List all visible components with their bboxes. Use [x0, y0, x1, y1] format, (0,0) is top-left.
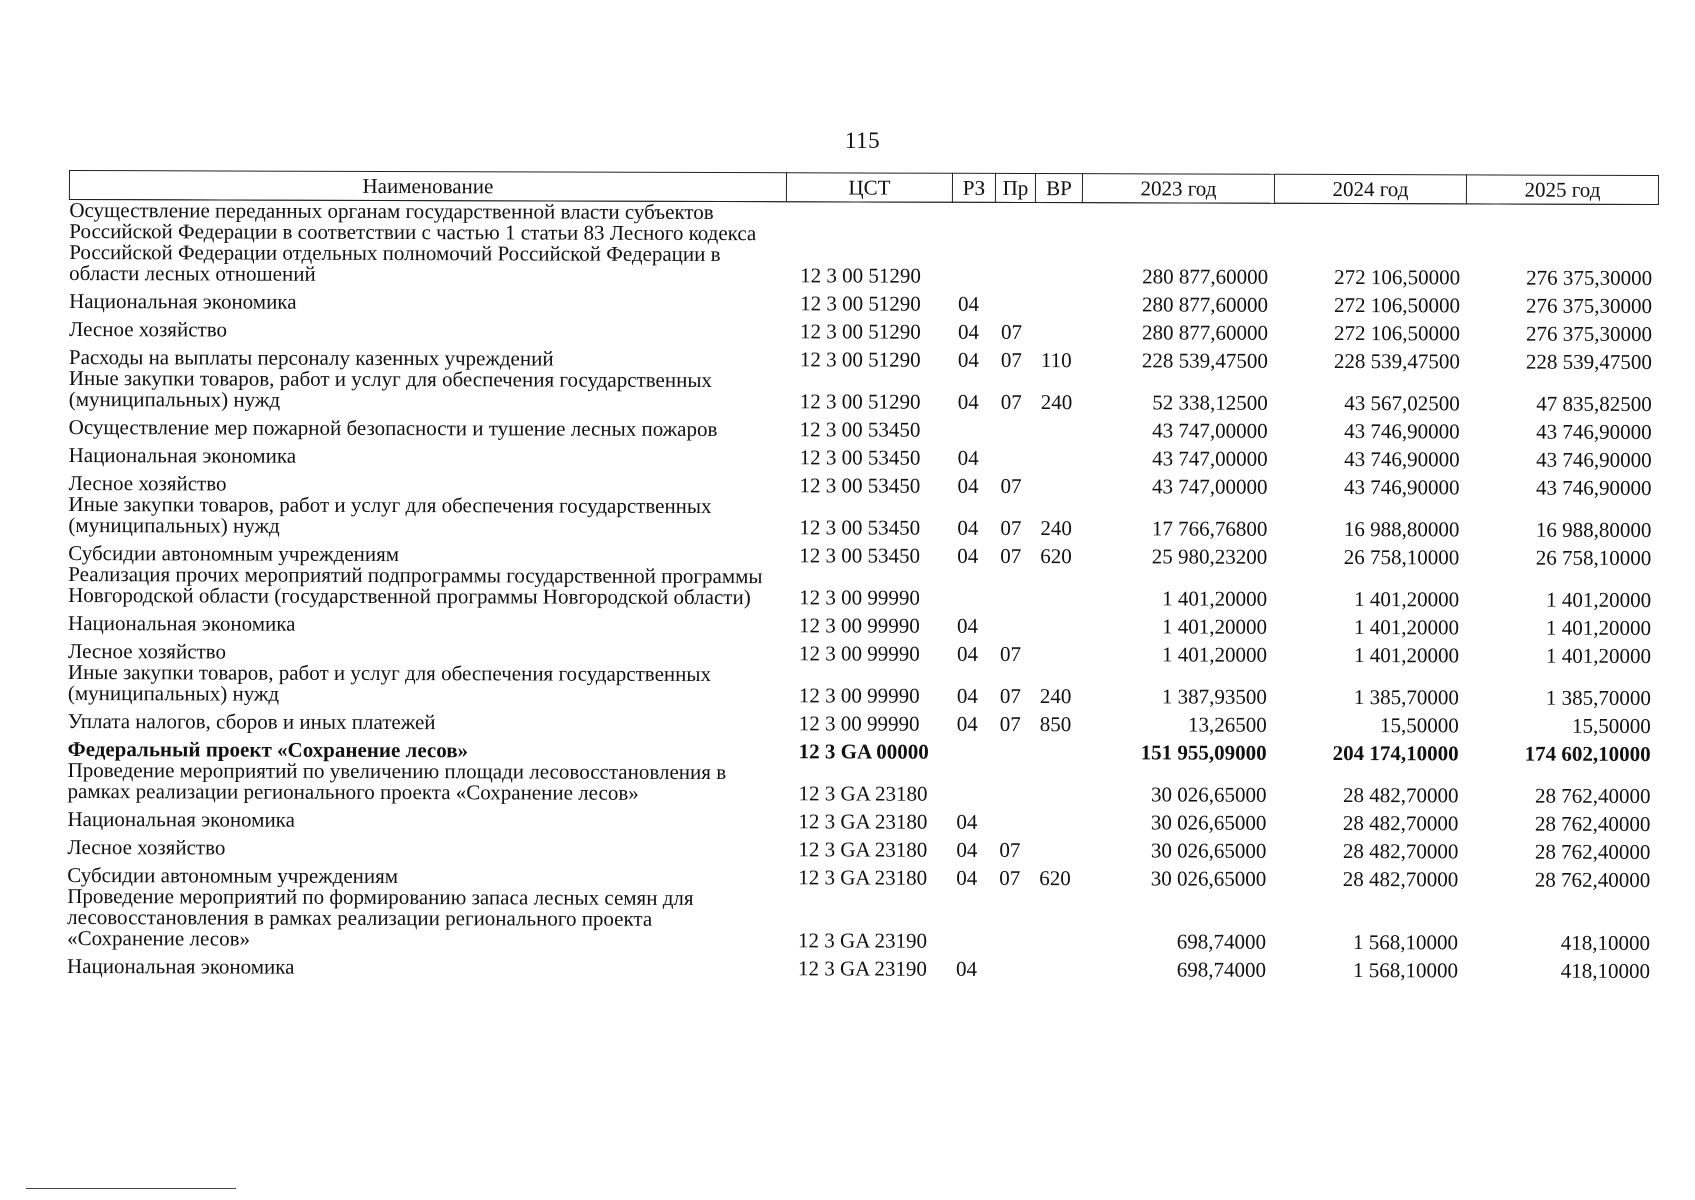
- cell-pr: 07: [999, 711, 1021, 736]
- cell-vr: [1034, 763, 1081, 805]
- cell-pr: 07: [1000, 389, 1022, 414]
- cell-2023: 43 747,00000: [1152, 446, 1268, 471]
- cell-cst: 12 3 00 99990: [798, 641, 920, 666]
- cell-2024: 16 988,80000: [1343, 517, 1460, 542]
- cell-2025: 276 375,30000: [1526, 293, 1653, 318]
- cell-cst: 12 3 GA 00000: [798, 739, 929, 764]
- cell-vr: [1035, 203, 1082, 288]
- cell-pr: 07: [1000, 515, 1022, 540]
- cell-2023: 13,26500: [1187, 712, 1267, 737]
- cell-cst: 12 3 GA 23190: [798, 928, 928, 953]
- cell-name: Национальная экономика: [69, 289, 297, 314]
- table-row: [68, 662, 1657, 709]
- cell-vr: [1033, 952, 1080, 980]
- header-name: Наименование: [69, 171, 786, 202]
- cell-rz: [951, 567, 994, 609]
- cell-2025: 1 401,20000: [1546, 615, 1652, 640]
- cell-pr: [993, 952, 1033, 980]
- cell-2025: 418,10000: [1560, 958, 1651, 983]
- cell-2025: 174 602,10000: [1524, 741, 1651, 766]
- cell-2023: 1 401,20000: [1162, 614, 1268, 639]
- cell-cst: 12 3 GA 23180: [798, 865, 928, 890]
- cell-rz: 04: [956, 837, 978, 862]
- cell-cst: 12 3 00 99990: [798, 683, 920, 708]
- cell-vr: [1035, 441, 1082, 469]
- table-row: [69, 368, 1658, 415]
- cell-rz: 04: [955, 956, 978, 981]
- cell-2024: 43 567,02500: [1344, 391, 1460, 416]
- cell-rz: [950, 889, 993, 952]
- cell-vr: 620: [1039, 866, 1071, 891]
- cell-2025: 418,10000: [1560, 930, 1651, 955]
- cell-name: Иные закупки товаров, работ и услуг для обеспечения государственных (муниципальных) нужд: [67, 659, 712, 706]
- header-pr: Пр: [995, 173, 1035, 202]
- cell-2024: 15,50000: [1379, 713, 1459, 738]
- cell-vr: 240: [1039, 684, 1072, 709]
- cell-2023: 698,74000: [1176, 929, 1267, 954]
- cell-2024: 28 482,70000: [1343, 783, 1459, 808]
- cell-2023: 43 747,00000: [1151, 474, 1268, 499]
- cell-pr: 07: [999, 865, 1021, 890]
- cell-2024: 1 568,10000: [1352, 958, 1459, 983]
- cell-cst: 12 3 00 51290: [799, 319, 921, 344]
- cell-2025: 1 401,20000: [1546, 587, 1652, 612]
- cell-name: Национальная экономика: [68, 443, 297, 468]
- cell-vr: [1033, 889, 1080, 952]
- cell-rz: [951, 763, 994, 805]
- cell-2024: 272 106,50000: [1333, 320, 1461, 346]
- cell-name: Иные закупки товаров, работ и услуг для обеспечения государственных (муниципальных) нужд: [68, 491, 712, 538]
- cell-2023: 1 401,20000: [1162, 586, 1268, 611]
- budget-table: [66, 170, 1659, 982]
- header-cst: ЦСТ: [786, 173, 952, 203]
- cell-2025: 47 835,82500: [1536, 391, 1652, 416]
- cell-pr: 07: [999, 837, 1021, 862]
- cell-name: Осуществление мер пожарной безопасности и тушение лесных пожаров: [68, 415, 718, 442]
- cell-pr: 07: [1000, 319, 1023, 344]
- cell-pr: [994, 567, 1034, 609]
- table-body: [67, 200, 1658, 982]
- cell-vr: 110: [1040, 348, 1072, 373]
- cell-cst: 12 3 00 53450: [799, 473, 921, 498]
- cell-pr: 07: [999, 641, 1022, 666]
- cell-rz: 04: [957, 389, 979, 414]
- cell-name: Субсидии автономным учреждениям: [68, 540, 400, 567]
- cell-pr: 07: [1000, 473, 1022, 498]
- cell-2024: 1 401,20000: [1354, 587, 1460, 612]
- header-vr: ВР: [1035, 174, 1082, 203]
- cell-rz: 04: [957, 613, 979, 638]
- cell-rz: 04: [956, 641, 979, 666]
- cell-2023: 280 877,60000: [1142, 292, 1269, 317]
- cell-pr: [994, 735, 1034, 763]
- cell-name: Лесное хозяйство: [68, 471, 227, 496]
- cell-name: Уплата налогов, сборов и иных платежей: [67, 708, 436, 735]
- cell-2023: 25 980,23200: [1151, 544, 1268, 569]
- cell-cst: 12 3 GA 23180: [798, 837, 928, 862]
- cell-2025: 43 746,90000: [1536, 447, 1652, 472]
- header-2023: 2023 год: [1082, 174, 1274, 204]
- cell-pr: [993, 805, 1033, 833]
- cell-name: Иные закупки товаров, работ и услуг для обеспечения государственных (муниципальных) нужд: [68, 366, 712, 412]
- cell-cst: 12 3 00 51290: [800, 263, 921, 288]
- cell-name: Проведение мероприятий по формированию запаса лесных семян для лесовосстановления в рамках реализации регионального проекта «Сохранение лесов»: [67, 883, 694, 951]
- cell-2024: 272 106,50000: [1334, 264, 1461, 290]
- cell-2023: 30 026,65000: [1150, 810, 1267, 835]
- cell-cst: 12 3 00 51290: [799, 389, 921, 414]
- cell-pr: [995, 202, 1035, 287]
- cell-2023: 30 026,65000: [1150, 838, 1267, 863]
- cell-2023: 43 747,00000: [1152, 418, 1268, 443]
- cell-name: Лесное хозяйство: [68, 317, 228, 342]
- cell-rz: 04: [956, 683, 978, 708]
- table-row: [68, 760, 1657, 807]
- cell-rz: 04: [957, 543, 979, 568]
- cell-cst: 12 3 00 99990: [799, 585, 920, 610]
- cell-rz: 04: [958, 291, 980, 316]
- cell-name: Лесное хозяйство: [67, 834, 226, 860]
- cell-2023: 698,74000: [1176, 957, 1267, 982]
- cell-pr: 07: [1000, 543, 1022, 568]
- cell-vr: [1035, 413, 1082, 441]
- cell-2025: 16 988,80000: [1535, 517, 1652, 542]
- cell-rz: [952, 413, 995, 441]
- cell-2025: 28 762,40000: [1535, 783, 1651, 808]
- cell-2023: 280 877,60000: [1141, 320, 1269, 345]
- cell-pr: [994, 763, 1034, 805]
- header-rz: РЗ: [952, 173, 995, 202]
- cell-cst: 12 3 GA 23180: [798, 781, 928, 806]
- cell-cst: 12 3 00 99990: [799, 613, 920, 638]
- cell-vr: 240: [1040, 516, 1072, 541]
- cell-2025: 43 746,90000: [1536, 419, 1652, 444]
- cell-2025: 15,50000: [1571, 713, 1651, 738]
- cell-2024: 43 746,90000: [1344, 419, 1460, 444]
- cell-name: Лесное хозяйство: [67, 638, 227, 664]
- table-row: [68, 564, 1657, 611]
- header-2024: 2024 год: [1274, 174, 1466, 204]
- cell-pr: [995, 413, 1035, 441]
- cell-2023: 52 338,12500: [1152, 390, 1268, 415]
- header-2025: 2025 год: [1466, 175, 1658, 205]
- cell-cst: 12 3 00 53450: [799, 445, 921, 470]
- cell-2023: 228 539,47500: [1141, 348, 1268, 373]
- cell-rz: 04: [957, 515, 979, 540]
- table-row: [68, 494, 1657, 541]
- cell-vr: [1034, 637, 1081, 665]
- cell-2024: 26 758,10000: [1343, 545, 1460, 570]
- cell-2023: 30 026,65000: [1151, 782, 1267, 807]
- cell-2025: 28 762,40000: [1534, 839, 1651, 864]
- cell-2025: 1 401,20000: [1545, 643, 1652, 668]
- cell-2024: 28 482,70000: [1342, 811, 1459, 836]
- table-row: [69, 200, 1658, 289]
- cell-vr: [1033, 805, 1080, 833]
- cell-rz: [952, 202, 995, 287]
- cell-vr: [1034, 469, 1081, 497]
- cell-name: Национальная экономика: [67, 806, 295, 832]
- cell-2025: 1 385,70000: [1545, 685, 1651, 710]
- cell-name: Реализация прочих мероприятий подпрограммы государственной программы Новгородской области (государственной программы Новгородской области): [68, 561, 763, 610]
- cell-2024: 1 401,20000: [1354, 615, 1460, 640]
- footnote-divider: [26, 1188, 236, 1189]
- cell-vr: 620: [1040, 544, 1072, 569]
- cell-rz: 04: [956, 809, 978, 834]
- cell-vr: [1033, 833, 1080, 861]
- cell-2024: 1 568,10000: [1353, 930, 1459, 955]
- cell-2023: 30 026,65000: [1150, 866, 1267, 891]
- cell-pr: [993, 889, 1033, 952]
- cell-cst: 12 3 00 53450: [799, 417, 921, 442]
- cell-name: Субсидии автономным учреждениям: [67, 862, 399, 889]
- cell-2025: 228 539,47500: [1525, 349, 1652, 374]
- cell-2025: 26 758,10000: [1535, 545, 1652, 570]
- page-number: 115: [844, 128, 881, 153]
- cell-pr: 07: [999, 683, 1021, 708]
- cell-vr: [1034, 567, 1081, 609]
- cell-2025: 28 762,40000: [1534, 811, 1651, 836]
- cell-rz: 04: [957, 445, 979, 470]
- cell-2024: 1 385,70000: [1353, 685, 1459, 710]
- cell-rz: 04: [956, 865, 978, 890]
- cell-rz: 04: [957, 347, 979, 372]
- cell-rz: 04: [957, 319, 980, 344]
- cell-name: Проведение мероприятий по увеличению площади лесовосстановления в рамках реализации регионального проекта «Сохранение лесов»: [67, 757, 727, 805]
- cell-vr: [1034, 735, 1081, 763]
- cell-2024: 28 482,70000: [1342, 867, 1459, 892]
- cell-name: Расходы на выплаты персоналу казенных учреждений: [68, 345, 554, 371]
- cell-2024: 43 746,90000: [1343, 475, 1460, 500]
- cell-2024: 228 539,47500: [1333, 348, 1460, 374]
- cell-cst: 12 3 00 51290: [800, 291, 921, 316]
- cell-2024: 272 106,50000: [1334, 292, 1461, 318]
- cell-2023: 1 401,20000: [1161, 642, 1268, 667]
- cell-2023: 17 766,76800: [1151, 516, 1268, 541]
- cell-rz: 04: [956, 711, 978, 736]
- cell-2024: 204 174,10000: [1332, 740, 1459, 766]
- cell-2025: 276 375,30000: [1525, 321, 1653, 346]
- cell-2025: 276 375,30000: [1526, 265, 1653, 290]
- cell-vr: [1034, 609, 1081, 637]
- cell-rz: 04: [957, 473, 979, 498]
- cell-vr: [1035, 287, 1082, 315]
- cell-2024: 28 482,70000: [1342, 839, 1459, 864]
- cell-rz: [951, 735, 994, 763]
- cell-2023: 1 387,93500: [1161, 684, 1267, 709]
- cell-2023: 151 955,09000: [1140, 740, 1267, 765]
- cell-vr: 850: [1039, 712, 1072, 737]
- cell-pr: 07: [1000, 347, 1022, 372]
- cell-cst: 12 3 GA 23190: [797, 956, 927, 981]
- cell-name: Национальная экономика: [68, 610, 296, 636]
- cell-cst: 12 3 GA 23180: [798, 809, 928, 834]
- cell-2025: 28 762,40000: [1534, 867, 1651, 892]
- cell-cst: 12 3 00 51290: [799, 347, 921, 372]
- cell-vr: 240: [1040, 390, 1073, 415]
- cell-2024: 43 746,90000: [1344, 447, 1460, 472]
- cell-name: Осуществление переданных органам государственной власти субъектов Российской Федерации в соответствии с частью 1 статьи 83 Лесного кодекса Российской Федерации отдельных полномочий Российской Федерации в области лесных отношений: [69, 198, 757, 286]
- cell-pr: [995, 287, 1035, 315]
- cell-2024: 1 401,20000: [1353, 643, 1460, 668]
- cell-cst: 12 3 00 99990: [798, 711, 920, 736]
- cell-2025: 43 746,90000: [1535, 475, 1652, 500]
- cell-name: Федеральный проект «Сохранение лесов»: [67, 736, 469, 763]
- cell-pr: [994, 609, 1034, 637]
- cell-pr: [995, 441, 1035, 469]
- cell-cst: 12 3 00 53450: [799, 543, 921, 568]
- cell-2023: 280 877,60000: [1142, 264, 1269, 289]
- table-row: [67, 886, 1656, 954]
- cell-cst: 12 3 00 53450: [799, 515, 921, 540]
- cell-name: Национальная экономика: [66, 953, 295, 979]
- cell-vr: [1035, 315, 1082, 343]
